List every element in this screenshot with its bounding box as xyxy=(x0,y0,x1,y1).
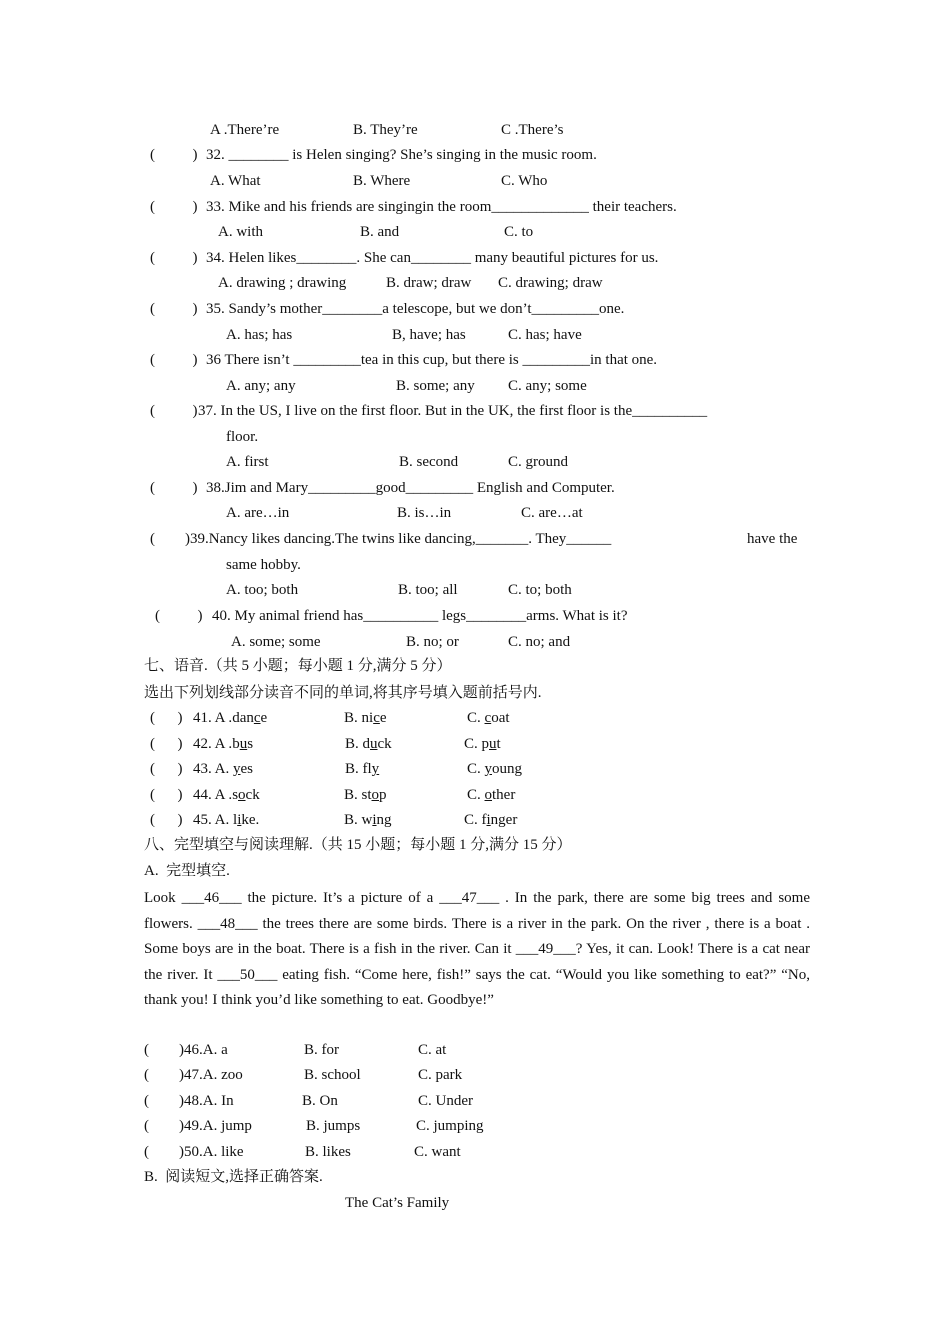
q42-option-c: C. put xyxy=(464,736,501,752)
q43-option-c: C. young xyxy=(467,761,523,777)
q49-answer-bracket: ( ) xyxy=(144,1118,184,1134)
q46-option-c: C. at xyxy=(418,1042,447,1058)
q31-option-c: C .There’s xyxy=(501,122,564,138)
q32-option-c: C. Who xyxy=(501,173,548,189)
q41-answer-bracket: ( ) xyxy=(150,710,183,726)
q47-answer-bracket: ( ) xyxy=(144,1067,184,1083)
q39-question: 39.Nancy likes dancing.The twins like dancing,_______. They______ xyxy=(190,531,612,547)
q50-option-a: 50.A. like xyxy=(184,1144,244,1160)
q48-option-a: 48.A. In xyxy=(184,1093,234,1109)
q41-option-c: C. coat xyxy=(467,710,510,726)
q44-answer-bracket: ( ) xyxy=(150,787,183,803)
q36-option-b: B. some; any xyxy=(396,378,475,394)
q33-option-a: A. with xyxy=(218,224,263,240)
q42-option-a: 42. A .bus xyxy=(193,736,254,752)
q42-answer-bracket: ( ) xyxy=(150,736,183,752)
q42-option-b: B. duck xyxy=(345,736,392,752)
part-b-label: B. 阅读短文,选择正确答案. xyxy=(144,1169,323,1185)
q44-option-a: 44. A .sock xyxy=(193,787,260,803)
q45-option-b: B. wing xyxy=(344,812,392,828)
q31-option-b: B. They’re xyxy=(353,122,418,138)
q32-question: 32. ________ is Helen singing? She’s singing in the music room. xyxy=(206,147,597,163)
q50-answer-bracket: ( ) xyxy=(144,1144,184,1160)
q34-answer-bracket: ( ) xyxy=(150,250,198,266)
q39-option-b: B. too; all xyxy=(398,582,458,598)
q37-answer-bracket: ( ) xyxy=(150,403,198,419)
q35-question: 35. Sandy’s mother________a telescope, but we don’t_________one. xyxy=(206,301,625,317)
section7-instruction: 选出下列划线部分读音不同的单词,将其序号填入题前括号内. xyxy=(144,685,542,701)
q32-option-b: B. Where xyxy=(353,173,411,189)
q37-question: 37. In the US, I live on the first floor. But in the UK, the first floor is the__________ xyxy=(198,403,708,419)
q48-option-b: B. On xyxy=(302,1093,338,1109)
q49-option-a: 49.A. jump xyxy=(184,1118,252,1134)
q40-option-a: A. some; some xyxy=(231,634,321,650)
cloze-passage: Look ___46___ the picture. It’s a picture of a ___47___ . In the park, there are some big trees and some flowers. ___48___ the trees there are some birds. There is a river in the park. On the river , there is a boat . Some boys are in the boat. There is a fish in the river. Can it ___49___? Yes, it can. Look! There is a cat near the river. It ___50___ eating fish. “Come here, fish!” says the cat. “Would you like something to eat?” “No, thank you! I think you’d like something to eat. Goodbye!” xyxy=(144,890,810,1008)
q50-option-b: B. likes xyxy=(305,1144,351,1160)
q44-option-b: B. stop xyxy=(344,787,387,803)
q47-option-c: C. park xyxy=(418,1067,463,1083)
q34-option-c: C. drawing; draw xyxy=(498,275,603,291)
q36-option-c: C. any; some xyxy=(508,378,587,394)
q34-option-b: B. draw; draw xyxy=(386,275,472,291)
q36-question: 36 There isn’t _________tea in this cup, but there is _________in that one. xyxy=(206,352,658,368)
q39-question-end: have the xyxy=(747,531,798,547)
q37-option-a: A. first xyxy=(226,454,269,470)
q34-question: 34. Helen likes________. She can________ many beautiful pictures for us. xyxy=(206,250,659,266)
q45-option-a: 45. A. like. xyxy=(193,812,260,828)
q46-option-b: B. for xyxy=(304,1042,339,1058)
q34-option-a: A. drawing ; drawing xyxy=(218,275,347,291)
q40-option-c: C. no; and xyxy=(508,634,571,650)
q38-option-c: C. are…at xyxy=(521,505,583,521)
q35-answer-bracket: ( ) xyxy=(150,301,198,317)
q38-answer-bracket: ( ) xyxy=(150,480,198,496)
q48-option-c: C. Under xyxy=(418,1093,473,1109)
q31-option-a: A .There’re xyxy=(210,122,280,138)
q33-answer-bracket: ( ) xyxy=(150,199,198,215)
q49-option-b: B. jumps xyxy=(306,1118,361,1134)
q37-option-c: C. ground xyxy=(508,454,568,470)
q33-option-c: C. to xyxy=(504,224,534,240)
q39-option-c: C. to; both xyxy=(508,582,572,598)
section7-heading: 七、语音.（共 5 小题；每小题 1 分,满分 5 分） xyxy=(144,658,452,674)
q40-question: 40. My animal friend has__________ legs________arms. What is it? xyxy=(212,608,628,624)
q44-option-c: C. other xyxy=(467,787,516,803)
reading-title: The Cat’s Family xyxy=(345,1195,450,1211)
q43-answer-bracket: ( ) xyxy=(150,761,183,777)
q39-answer-bracket: ( ) xyxy=(150,531,190,547)
q48-answer-bracket: ( ) xyxy=(144,1093,184,1109)
q36-option-a: A. any; any xyxy=(226,378,296,394)
q32-option-a: A. What xyxy=(210,173,261,189)
q49-option-c: C. jumping xyxy=(416,1118,484,1134)
q50-option-c: C. want xyxy=(414,1144,461,1160)
q35-option-c: C. has; have xyxy=(508,327,582,343)
q32-answer-bracket: ( ) xyxy=(150,147,198,163)
q37-option-b: B. second xyxy=(399,454,459,470)
q38-question: 38.Jim and Mary_________good_________ English and Computer. xyxy=(206,480,615,496)
q35-option-a: A. has; has xyxy=(226,327,293,343)
q43-option-b: B. fly xyxy=(345,761,380,777)
q39-question-cont: same hobby. xyxy=(226,557,301,573)
q33-question: 33. Mike and his friends are singingin the room_____________ their teachers. xyxy=(206,199,677,215)
q43-option-a: 43. A. yes xyxy=(193,761,254,777)
q45-option-c: C. finger xyxy=(464,812,518,828)
q39-option-a: A. too; both xyxy=(226,582,299,598)
q41-option-b: B. nice xyxy=(344,710,387,726)
q36-answer-bracket: ( ) xyxy=(150,352,198,368)
q47-option-a: 47.A. zoo xyxy=(184,1067,243,1083)
q40-option-b: B. no; or xyxy=(406,634,459,650)
q35-option-b: B, have; has xyxy=(392,327,466,343)
q46-answer-bracket: ( ) xyxy=(144,1042,184,1058)
section8-heading: 八、完型填空与阅读理解.（共 15 小题；每小题 1 分,满分 15 分） xyxy=(144,837,572,853)
q41-option-a: 41. A .dance xyxy=(193,710,268,726)
q37-question-cont: floor. xyxy=(226,429,259,445)
q45-answer-bracket: ( ) xyxy=(150,812,183,828)
q40-answer-bracket: ( ) xyxy=(155,608,203,624)
part-a-label: A. 完型填空. xyxy=(144,863,230,879)
q33-option-b: B. and xyxy=(360,224,400,240)
q47-option-b: B. school xyxy=(304,1067,361,1083)
q46-option-a: 46.A. a xyxy=(184,1042,228,1058)
q38-option-a: A. are…in xyxy=(226,505,290,521)
q38-option-b: B. is…in xyxy=(397,505,452,521)
